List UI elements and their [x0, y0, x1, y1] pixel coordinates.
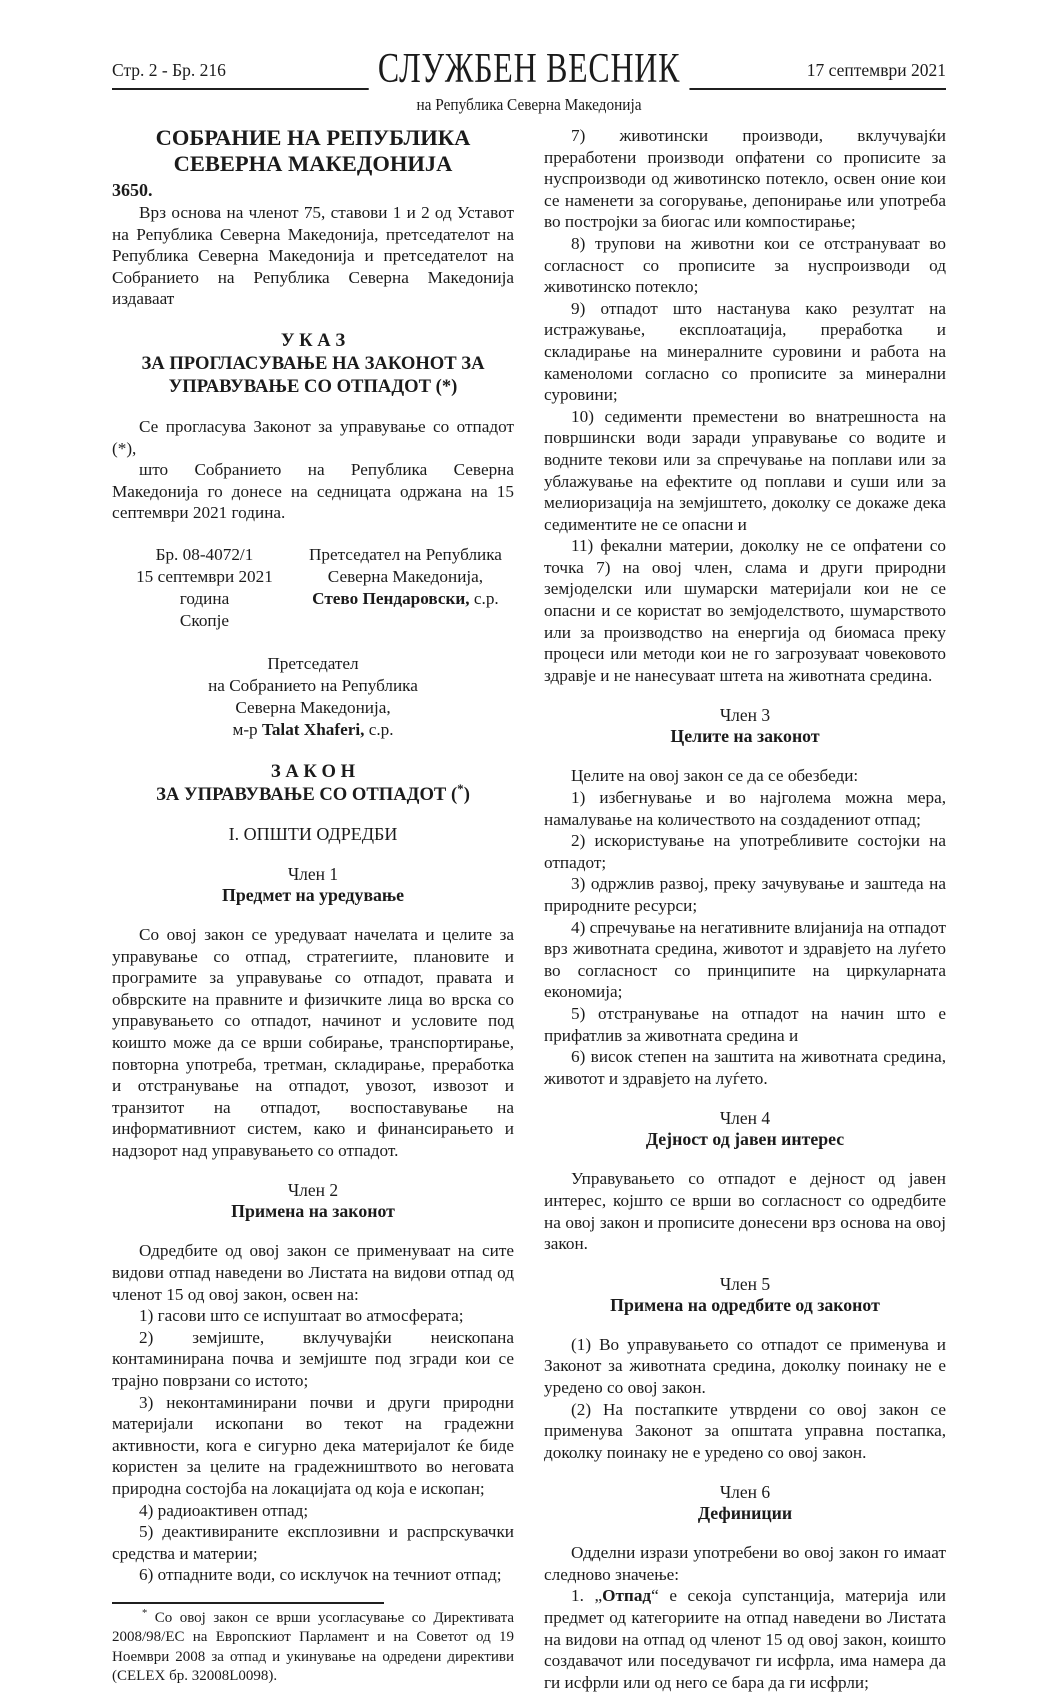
article-1-body: Со овој закон се уредуваат начелата и целите за управување со отпад, стратегиите, плановите и програмите за управување со отпадот, правата и обврските на правните и физичките лица во врска со управувањето со отпадот, начинот и условите под коишто може да се врши собирање, транспортирање, повторна употреба, третман, складирање, преработка и отстранување на отпадот, увозот, извозот и транзитот на отпадот, воспоставување на информативниот систем, како и финансирањето и надзорот над управувањето со отпадот.: [112, 924, 514, 1160]
law-heading-line1: З А К О Н: [270, 760, 356, 782]
list-item: 6) отпадните води, со исклучок на течниот отпад;: [139, 1565, 502, 1585]
speaker-name-prefix: м-р: [232, 719, 258, 739]
president-title-line2: Северна Македонија,: [327, 566, 484, 586]
list-item: 11) фекални материи, доколку не се опфатени со точка 7) на овој член, слама и други природни земјоделски или шумарски материјали кои не се опасни и се користат во земјоделството, шумарството или за производство на енергија од биомаса преку процеси или методи кои не го загрозуваат човековото здравје и не нанесуваат штета на животната средина.: [544, 536, 946, 685]
list-item: 4) спречување на негативните влијанија на отпадот врз животната средина, животот и здравјето на луѓето во согласност со принципите на циркуларната економија;: [544, 917, 946, 1002]
list-item: 1) избегнување и во најголема можна мера, намалување на количеството на создадениот отпад;: [544, 788, 946, 829]
speaker-title-line1: Претседател: [267, 653, 359, 673]
president-name-line: [297, 588, 514, 610]
article-5-paragraph: (2) На постапките утврдени со овој закон се применува Законот за општата управна постапка, доколку поинаку не е уредено со овој закон.: [544, 1399, 946, 1462]
chapter-heading: I. ОПШТИ ОДРЕДБИ: [228, 823, 398, 844]
list-item: 3) неконтаминирани почви и други природни материјали ископани во текот на градежни активности, кога е сигурно дека материјалот ќе биде користен за целите на градежништвото во неговата природна состојба на локацијата од која е ископан;: [112, 1392, 514, 1498]
article-2-intro: Одредбите од овој закон се применуваат на сите видови отпад наведени во Листата на видови отпад од членот 15 од овој закон, освен на:: [112, 1241, 514, 1304]
act-number: 3650.: [112, 180, 153, 200]
article-4-number: Член 4: [719, 1108, 771, 1129]
masthead-title: СЛУЖБЕН ВЕСНИК: [369, 47, 690, 92]
article-4-title: Дејност од јавен интерес: [645, 1129, 845, 1150]
speaker-title-line2: на Собранието на Република: [208, 675, 418, 695]
article-3-number: Член 3: [719, 705, 771, 726]
law-heading-line2: [156, 780, 470, 805]
speaker-title-line3: Северна Македонија,: [235, 697, 391, 717]
article-6-number: Член 6: [719, 1482, 771, 1503]
right-column: [544, 125, 946, 1693]
list-item: 7) животински производи, вклучувајќи преработени производи опфатени со прописите за нуспроизводи од животинско потекло, освен оние кои се наменети за согорување, депонирање или употреба во постројки за биогас или компостирање;: [544, 126, 946, 232]
decree-city: Скопје: [179, 610, 230, 630]
president-title-line1: Претседател на Република: [308, 544, 502, 564]
list-item: 5) деактивираните експлозивни и распрскувачки средства и материи;: [112, 1522, 514, 1563]
article-3-title: Целите на законот: [670, 726, 820, 747]
intro-paragraph: Врз основа на членот 75, ставови 1 и 2 од Уставот на Република Северна Македонија, претседателот на Република Северна Македонија и претседателот на Собранието на Република Северна Македонија издаваат: [112, 203, 514, 309]
proclaim-paragraph-2: што Собранието на Република Северна Македонија го донесе на седницата одржана на 15 септември 2021 година.: [112, 460, 514, 523]
law-heading-asterisk: *: [457, 780, 464, 796]
article-6-intro: Одделни изрази употребени во овој закон го имаат следново значење:: [544, 1543, 946, 1584]
decree-heading: [112, 329, 514, 398]
page-header: [0, 0, 1058, 125]
speaker-name: Talat Xhaferi,: [261, 719, 365, 739]
assembly-heading: СОБРАНИЕ НА РЕПУБЛИКА СЕВЕРНА МАКЕДОНИЈА: [155, 125, 471, 176]
definition-body: “ е секоја супстанција, материја или предмет од категориите на отпад наведени во Листата на видови на отпад од членот 15 од овој закон, коишто создавачот или поседувачот ги исфрла, има намера да ги исфрли или од него се бара да ги исфрли;: [544, 1586, 946, 1692]
article-6-title: Дефиниции: [697, 1503, 793, 1524]
article-5-title: Примена на одредбите од законот: [610, 1294, 880, 1315]
speaker-name-line: [112, 719, 514, 741]
footnote-block: [112, 1602, 514, 1687]
list-item: 4) радиоактивен отпад;: [139, 1500, 309, 1520]
law-heading-line2-close: ): [463, 783, 470, 805]
list-item: 1) гасови што се испуштаат во атмосферата;: [139, 1306, 464, 1326]
article-5-paragraph: (1) Во управувањето со отпадот се применува и Законот за животната средина, доколку поинаку не е уредено со овој закон.: [544, 1334, 946, 1397]
definition-prefix: 1. „: [571, 1586, 603, 1606]
list-item: 3) одржлив развој, преку зачувување и заштеда на природните ресурси;: [544, 874, 946, 915]
masthead-subtitle: на Република Северна Македонија: [416, 95, 642, 114]
speaker-suffix: с.р.: [368, 719, 394, 739]
president-name: Стево Пендаровски,: [312, 588, 470, 608]
decree-heading-line2: ЗА ПРОГЛАСУВАЊЕ НА ЗАКОНОТ ЗА УПРАВУВАЊЕ СО ОТПАДОТ (*): [141, 352, 485, 397]
definition-item: [544, 1585, 946, 1693]
footnote-marker: *: [142, 1607, 148, 1619]
law-heading-line2-text: ЗА УПРАВУВАЊЕ СО ОТПАДОТ (: [156, 783, 458, 805]
president-signature: [297, 544, 514, 632]
issue-date: 17 септември 2021: [806, 60, 946, 80]
signature-block: [112, 544, 514, 632]
signature-meta: [112, 544, 297, 632]
list-item: 8) трупови на животни кои се отстрануваат во согласност со прописите за нуспроизводи од животинско потекло;: [544, 233, 946, 297]
article-4-body: Управувањето со отпадот е дејност од јавен интерес, којшто се врши во согласност со одредбите на овој закон и прописите донесени врз основа на овој закон.: [544, 1169, 946, 1254]
list-item: 9) отпадот што настанува како резултат на истражување, експлоатација, преработка и складирање на минералните суровини и работа на каменоломи согласно со прописите за минерални суровини;: [544, 298, 946, 405]
decree-heading-line1: У К А З: [280, 329, 346, 351]
decree-number: Бр. 08-4072/1: [155, 544, 254, 564]
speaker-signature: [112, 653, 514, 741]
president-suffix: с.р.: [473, 588, 499, 608]
definition-term: Отпад: [602, 1586, 652, 1606]
article-1-title: Предмет на уредување: [221, 884, 404, 905]
article-2-title: Примена на законот: [231, 1201, 395, 1222]
page-number-issue: Стр. 2 - Бр. 216: [112, 60, 226, 80]
left-column: [112, 125, 514, 1687]
text-columns: [0, 125, 1058, 1693]
article-2-number: Член 2: [287, 1180, 339, 1201]
list-item: 2) земјиште, вклучувајќи неископана контаминирана почва и земјиште под згради кои се трајно поврзани со истото;: [112, 1327, 514, 1391]
proclaim-paragraph: [112, 416, 514, 459]
footnote-text: [112, 1609, 514, 1687]
article-1-number: Член 1: [287, 863, 339, 884]
proclaim-line1: Се прогласува Законот за управување со отпадот: [139, 416, 514, 436]
proclaim-line2: (*),: [112, 438, 137, 458]
list-item: 6) висок степен на заштита на животната средина, животот и здравјето на луѓето.: [544, 1047, 946, 1088]
list-item: 5) отстранување на отпадот на начин што е прифатлив за животната средина и: [544, 1003, 946, 1045]
list-item: 10) седименти преместени во внатрешноста на површински води заради управување со водите и водните текови или за спречување на поплави или за ублажување на ефектите од поплави и суши или за мелиоризација на земјиштето, доколку се докаже дека седиментите не се опасни и: [544, 406, 946, 534]
decree-date: 15 септември 2021 година: [136, 566, 273, 608]
footnote-rule: [112, 1602, 384, 1604]
footnote-body: Со овој закон се врши усогласување со Директивата 2008/98/ЕС на Европскиот Парламент и на Советот од 19 Ноември 2008 за отпад и укинување на одредени директиви (CELEX бр. 32008L0098).: [112, 1609, 514, 1685]
list-item: 2) искористување на употребливите состојки на отпадот;: [544, 831, 946, 872]
article-5-number: Член 5: [719, 1273, 771, 1294]
law-heading: [112, 760, 514, 806]
article-3-intro: Целите на овој закон се да се обезбеди:: [571, 766, 859, 786]
